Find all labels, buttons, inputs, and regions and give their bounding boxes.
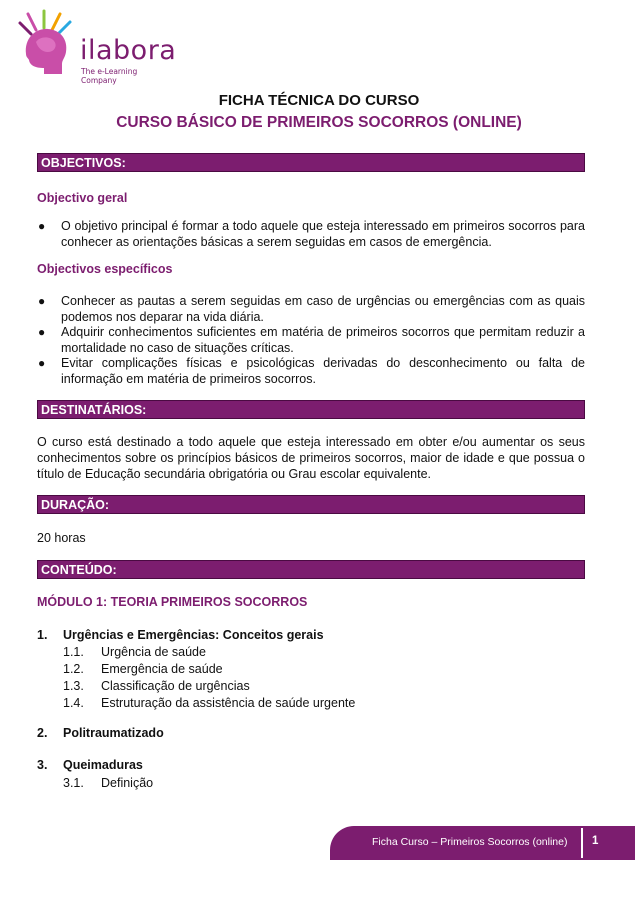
logo-wordmark: ilabora bbox=[80, 35, 177, 66]
item-title: Urgências e Emergências: Conceitos gerais bbox=[63, 628, 324, 642]
list-item bbox=[37, 355, 585, 387]
subitem-number: 3.1. bbox=[63, 776, 84, 790]
section-bar-destinatarios bbox=[37, 400, 585, 419]
objectivo-geral-heading: Objectivo geral bbox=[37, 191, 128, 205]
brain-head-logo-icon bbox=[14, 8, 78, 78]
logo-tagline: The e-Learning Company bbox=[81, 67, 138, 85]
bullet-icon: ● bbox=[38, 294, 46, 308]
footer-text: Ficha Curso – Primeiros Socorros (online) bbox=[372, 836, 568, 848]
bullet-icon: ● bbox=[38, 219, 46, 233]
section-heading: CONTEÚDO: bbox=[41, 563, 117, 577]
subitem-title: Estruturação da assistência de saúde urgente bbox=[101, 696, 356, 710]
list-item-text: Evitar complicações físicas e psicológicas derivadas do desconhecimento ou falta de informação em matéria de primeiros socorros. bbox=[61, 356, 585, 386]
course-title: CURSO BÁSICO DE PRIMEIROS SOCORROS (ONLINE) bbox=[116, 114, 522, 131]
subitem-number: 1.3. bbox=[63, 679, 84, 693]
bullet-icon: ● bbox=[38, 325, 46, 339]
section-bar-objectivos bbox=[37, 153, 585, 172]
item-title: Queimaduras bbox=[63, 758, 143, 772]
subitem-title: Classificação de urgências bbox=[101, 679, 250, 693]
module-heading: MÓDULO 1: TEORIA PRIMEIROS SOCORROS bbox=[37, 595, 308, 609]
item-number: 1. bbox=[37, 628, 48, 642]
ilabora-logo bbox=[14, 8, 177, 85]
list-item bbox=[37, 324, 585, 356]
section-heading: DURAÇÃO: bbox=[41, 498, 110, 512]
subitem-title: Urgência de saúde bbox=[101, 645, 206, 659]
item-number: 2. bbox=[37, 726, 48, 740]
list-item bbox=[37, 293, 585, 325]
section-heading: DESTINATÁRIOS: bbox=[41, 403, 147, 417]
section-bar-duracao bbox=[37, 495, 585, 514]
duracao-text: 20 horas bbox=[37, 531, 86, 545]
subitem-title: Definição bbox=[101, 776, 154, 790]
objectivos-especificos-heading: Objectivos específicos bbox=[37, 262, 173, 276]
list-item-text: Conhecer as pautas a serem seguidas em caso de urgências ou emergências com as quais podemos nos deparar na vida diária. bbox=[61, 294, 585, 324]
subitem-number: 1.2. bbox=[63, 662, 84, 676]
bullet-icon: ● bbox=[38, 356, 46, 370]
subitem-number: 1.4. bbox=[63, 696, 84, 710]
page-number: 1 bbox=[592, 835, 599, 847]
subitem-title: Emergência de saúde bbox=[101, 662, 223, 676]
item-number: 3. bbox=[37, 758, 48, 772]
subitem-number: 1.1. bbox=[63, 645, 84, 659]
list-item-text: Adquirir conhecimentos suficientes em matéria de primeiros socorros que permitam reduzir a mortalidade no caso de situações críticas. bbox=[61, 325, 585, 355]
destinatarios-text: O curso está destinado a todo aquele que esteja interessado em obter e/ou aumentar os seus conhecimentos sobre os princípios básicos de primeiros socorros, maior de idade e que possua o título de Educação secundária obrigatória ou Grau escolar equivalente. bbox=[37, 435, 585, 481]
footer-divider bbox=[581, 828, 583, 858]
list-item-text: O objetivo principal é formar a todo aquele que esteja interessado em primeiros socorros para conhecer as orientações básicas a serem seguidas em casos de emergência. bbox=[61, 219, 585, 249]
section-heading: OBJECTIVOS: bbox=[41, 156, 126, 170]
document-title: FICHA TÉCNICA DO CURSO bbox=[218, 92, 420, 109]
section-bar-conteudo bbox=[37, 560, 585, 579]
item-title: Politraumatizado bbox=[63, 726, 164, 740]
list-item bbox=[37, 218, 585, 250]
